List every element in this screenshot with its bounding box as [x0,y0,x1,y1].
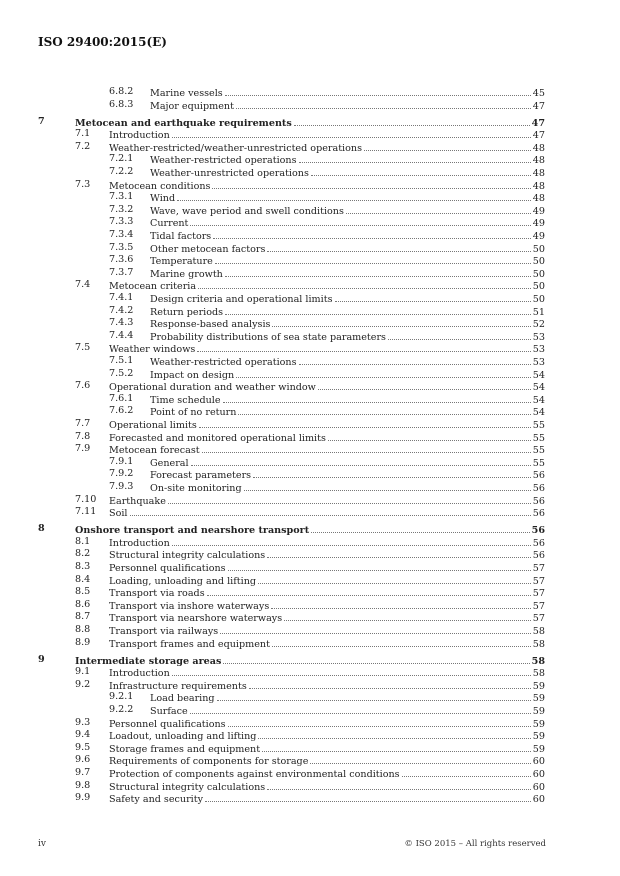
toc-entry-number: 7.6.2 [109,405,134,417]
dot-leader [249,679,531,689]
toc-entry-title[interactable]: Temperature [150,256,213,268]
toc-entry-page[interactable]: 49 [532,218,545,230]
toc-entry-page[interactable]: 45 [532,88,545,99]
toc-entry[interactable] [0,153,620,166]
toc-entry-title[interactable]: Loading, unloading and lifting [109,575,257,587]
toc-entry-title[interactable]: Earthquake [109,495,166,507]
dot-leader [238,405,530,415]
dot-leader [267,548,531,558]
toc-chapter-entry[interactable] [0,116,620,129]
toc-entry-number: 6.8.3 [109,98,134,110]
toc-entry-number: 7.5 [75,342,91,354]
toc-entry[interactable] [0,586,620,599]
dot-leader [217,691,531,701]
toc-entry[interactable] [0,481,620,494]
toc-entry-title[interactable]: Weather-restricted/weather-unrestricted operations [109,142,362,154]
toc-entry-page[interactable]: 56 [531,525,545,537]
toc-entry-number: 9.4 [75,729,91,741]
toc-entry-page[interactable]: 60 [532,781,545,793]
toc-entry-number: 9.2 [75,678,91,690]
toc-entry-number: 7.3.7 [109,266,134,278]
toc-entry[interactable] [0,780,620,793]
toc-entry-title[interactable]: Design criteria and operational limits [150,294,333,305]
toc-entry-page[interactable]: 53 [532,356,545,368]
toc-entry[interactable] [0,666,620,679]
toc-entry-number: 9.3 [75,716,91,728]
toc-entry-number: 7.10 [75,493,97,505]
toc-entry-title[interactable]: Operational limits [109,419,197,431]
dot-leader [262,742,531,752]
toc-entry[interactable] [0,679,620,692]
toc-entry-title[interactable]: Metocean and earthquake requirements [75,117,292,129]
toc-entry-title[interactable]: Structural integrity calculations [109,550,266,562]
dot-leader [172,536,531,546]
toc-entry-title[interactable]: Impact on design [150,369,235,381]
toc-entry-title[interactable]: Soil [109,508,128,520]
toc-entry-number: 7.3.3 [109,216,134,228]
toc-entry-title[interactable]: Weather windows [109,344,196,356]
dot-leader [388,330,531,340]
toc-entry-page[interactable]: 58 [532,668,545,680]
toc-entry-title[interactable]: Load bearing [150,693,215,705]
toc-entry[interactable] [0,166,620,179]
dot-leader [258,574,531,584]
toc-entry-page[interactable]: 50 [532,268,545,280]
toc-entry-title[interactable]: Response-based analysis [150,319,271,331]
toc-entry[interactable] [0,704,620,717]
toc-entry-line [109,792,545,807]
toc-entry-number: 7.3 [75,178,91,190]
toc-entry-page[interactable]: 49 [532,205,545,217]
toc-entry-page[interactable]: 59 [532,743,545,755]
toc-entry-line [109,506,545,521]
toc-entry-number: 7.3.4 [109,229,134,241]
toc-entry-page[interactable]: 57 [532,588,545,600]
toc-entry-page[interactable]: 56 [532,550,545,562]
toc-entry-title[interactable]: Surface [150,706,188,717]
toc-entry-title[interactable]: On-site monitoring [150,482,242,494]
toc-entry-page[interactable]: 54 [532,382,545,394]
toc-entry-number: 7.9 [75,443,91,455]
toc-entry-page[interactable]: 57 [532,600,545,612]
toc-entry[interactable] [0,405,620,418]
toc-entry-page[interactable]: 48 [532,155,545,167]
toc-entry[interactable] [0,729,620,742]
toc-entry[interactable] [0,468,620,481]
toc-entry[interactable] [0,611,620,624]
toc-entry-title[interactable]: Introduction [109,537,170,549]
dot-leader [177,191,531,201]
toc-entry-title[interactable]: Requirements of components for storage [109,756,309,768]
toc-entry[interactable] [0,254,620,267]
toc-entry[interactable] [0,767,620,780]
toc-entry-title[interactable]: Transport via inshore waterways [109,600,270,612]
dot-leader [220,624,531,634]
toc-entry-title[interactable]: Forecast parameters [150,470,252,482]
toc-entry[interactable] [0,141,620,154]
toc-entry-number: 9.9 [75,792,91,804]
toc-entry[interactable] [0,179,620,192]
toc-entry-page[interactable]: 52 [532,319,545,331]
toc-entry[interactable] [0,305,620,318]
toc-entry-number: 9.6 [75,754,91,766]
toc-entry-title[interactable]: Metocean criteria [109,281,197,293]
toc-entry[interactable] [0,86,620,99]
copyright-notice: © ISO 2015 – All rights reserved [404,839,546,849]
dot-leader [190,704,531,714]
toc-entry-title[interactable]: Return periods [150,306,224,318]
toc-entry-page[interactable]: 54 [532,369,545,381]
toc-entry[interactable] [0,368,620,381]
toc-entry-number: 8.9 [75,636,91,648]
toc-entry-title[interactable]: Personnel qualifications [109,562,226,574]
dot-leader [212,179,530,189]
dot-leader [311,166,531,176]
toc-entry-page[interactable]: 59 [532,680,545,692]
toc-entry-number: 7.2.2 [109,166,134,178]
toc-entry-number: 7.1 [75,128,91,140]
toc-entry-page[interactable]: 58 [532,625,545,637]
toc-entry-page[interactable]: 48 [532,168,545,180]
toc-entry[interactable] [0,494,620,507]
dot-leader [335,292,531,302]
toc-entry-page[interactable]: 53 [532,344,545,356]
toc-entry-number: 7.7 [75,417,91,429]
toc-entry[interactable] [0,242,620,255]
toc-entry-number: 7.5.2 [109,367,134,379]
toc-entry-number: 7.4.4 [109,329,134,341]
toc-entry-title[interactable]: Probability distributions of sea state parameters [150,331,386,343]
toc-entry-page[interactable]: 55 [532,432,545,444]
toc-entry-number: 7.4 [75,279,91,291]
toc-entry-page[interactable]: 55 [532,445,545,457]
dot-leader [284,611,531,621]
toc-entry-title[interactable]: Wind [150,193,176,205]
toc-entry[interactable] [0,574,620,587]
toc-entry-number: 7.5.1 [109,354,134,366]
toc-entry[interactable] [0,99,620,112]
dot-leader [172,666,531,676]
toc-entry[interactable] [0,229,620,242]
dot-leader [258,729,530,739]
toc-entry-page[interactable]: 60 [532,768,545,780]
toc-entry[interactable] [0,443,620,456]
toc-entry-line [109,637,545,652]
toc-entry-number: 7.3.6 [109,254,134,266]
toc-entry-page[interactable]: 57 [532,575,545,587]
toc-entry-number: 8.8 [75,623,91,635]
toc-entry-page[interactable]: 59 [532,731,545,743]
toc-entry-page[interactable]: 54 [532,407,545,419]
toc-entry-title[interactable]: Onshore transport and nearshore transport [75,525,310,537]
dot-leader [202,443,531,453]
toc-entry-number: 9 [38,653,45,665]
dot-leader [294,116,530,126]
toc-entry-number: 7 [38,115,45,127]
toc-entry-title[interactable]: Introduction [109,130,170,142]
toc-entry-page[interactable]: 57 [532,562,545,574]
toc-entry[interactable] [0,599,620,612]
toc-entry-title[interactable]: Safety and security [109,794,204,806]
toc-entry-title[interactable]: Transport via railways [109,625,219,637]
toc-entry-page[interactable]: 58 [531,655,545,667]
toc-entry-number: 7.6 [75,380,91,392]
toc-entry[interactable] [0,204,620,217]
dot-leader [197,342,530,352]
toc-entry-title[interactable]: Major equipment [150,100,234,112]
dot-leader [207,586,531,596]
toc-entry-number: 7.4.3 [109,317,134,329]
toc-entry-title[interactable]: Weather-unrestricted operations [150,168,309,180]
dot-leader [130,506,531,516]
dot-leader [225,267,531,277]
dot-leader [272,317,530,327]
toc-entry[interactable] [0,431,620,444]
dot-leader [191,456,531,466]
toc-entry-number: 8.2 [75,548,91,560]
dot-leader [267,242,530,252]
toc-entry[interactable] [0,717,620,730]
toc-entry-page[interactable]: 47 [531,117,545,129]
toc-entry-title[interactable]: Weather-restricted operations [150,356,297,368]
toc-entry[interactable] [0,267,620,280]
toc-entry-number: 7.6.1 [109,392,134,404]
toc-entry-page[interactable]: 59 [532,706,545,717]
toc-entry-number: 7.3.5 [109,241,134,253]
toc-entry[interactable] [0,506,620,519]
dot-leader [236,99,531,109]
dot-leader [402,767,531,777]
toc-entry-title[interactable]: Transport via roads [109,588,205,600]
toc-entry-title[interactable]: Personnel qualifications [109,718,226,730]
dot-leader [225,305,531,315]
dot-leader [172,128,531,138]
toc-entry-number: 9.7 [75,766,91,778]
toc-entry-number: 8.1 [75,535,91,547]
toc-entry-page[interactable]: 56 [532,482,545,494]
toc-entry[interactable] [0,754,620,767]
toc-entry-number: 7.3.1 [109,191,134,203]
dot-leader [215,254,531,264]
dot-leader [299,153,531,163]
toc-entry-number: 9.2.2 [109,704,134,715]
dot-leader [244,481,531,491]
toc-entry-title[interactable]: Time schedule [150,394,221,406]
toc-entry-number: 7.3.2 [109,203,134,215]
toc-entry-title[interactable]: Structural integrity calculations [109,781,266,793]
dot-leader [223,393,531,403]
toc-entry-page[interactable]: 56 [532,495,545,507]
toc-chapter-entry[interactable] [0,654,620,667]
dot-leader [311,523,529,533]
toc-entry-title[interactable]: Wave, wave period and swell conditions [150,205,344,217]
toc-entry-title[interactable]: Protection of components against environmental conditions [109,768,400,780]
toc-entry-title[interactable]: Infrastructure requirements [109,680,247,692]
toc-entry-number: 9.8 [75,779,91,791]
dot-leader [228,561,531,571]
toc-entry-number: 9.5 [75,741,91,753]
toc-entry-number: 8.4 [75,573,91,585]
toc-entry-page[interactable]: 53 [532,331,545,343]
toc-entry-title[interactable]: Storage frames and equipment [109,743,261,755]
toc-entry-page[interactable]: 57 [532,613,545,625]
toc-entry-title[interactable]: Intermediate storage areas [75,655,222,667]
dot-leader [198,279,531,289]
dot-leader [168,494,531,504]
toc-entry[interactable] [0,456,620,469]
page-number: iv [38,839,46,849]
toc-entry-number: 8 [38,523,45,535]
toc-entry-title[interactable]: General [150,457,189,469]
toc-entry-number: 7.9.3 [109,480,134,492]
toc-entry-title[interactable]: Introduction [109,668,170,680]
toc-entry-title[interactable]: Point of no return [150,407,237,419]
toc-entry-title[interactable]: Marine vessels [150,88,223,99]
dot-leader [223,654,529,664]
toc-entry-title[interactable]: Tidal factors [150,231,212,243]
toc-entry[interactable] [0,128,620,141]
toc-entry-page[interactable]: 56 [532,470,545,482]
table-of-contents [0,86,620,805]
toc-entry-number: 7.2.1 [109,153,134,165]
toc-entry[interactable] [0,191,620,204]
toc-entry-page[interactable]: 55 [532,457,545,469]
dot-leader [364,141,531,151]
dot-leader [267,780,531,790]
dot-leader [199,418,531,428]
toc-entry-page[interactable]: 58 [532,638,545,650]
toc-entry-page[interactable]: 56 [532,508,545,520]
dot-leader [346,204,531,214]
dot-leader [310,754,530,764]
dot-leader [190,216,530,226]
dot-leader [318,380,531,390]
toc-entry-title[interactable]: Forecasted and monitored operational limits [109,432,326,444]
toc-entry-page[interactable]: 49 [532,231,545,243]
toc-entry-page[interactable]: 55 [532,419,545,431]
toc-entry-number: 7.8 [75,430,91,442]
toc-entry-title[interactable]: Transport frames and equipment [109,638,270,650]
toc-entry-number: 8.7 [75,611,91,623]
toc-entry-line [150,99,545,114]
toc-entry[interactable] [0,536,620,549]
toc-entry-number: 6.8.2 [109,86,134,97]
toc-entry[interactable] [0,691,620,704]
toc-entry-number: 7.9.2 [109,468,134,480]
toc-entry[interactable] [0,548,620,561]
toc-entry[interactable] [0,279,620,292]
toc-entry[interactable] [0,292,620,305]
toc-entry-page[interactable]: 50 [532,294,545,305]
toc-entry-page[interactable]: 59 [532,693,545,705]
dot-leader [236,368,531,378]
toc-entry-number: 8.5 [75,586,91,598]
toc-entry[interactable] [0,637,620,650]
toc-entry[interactable] [0,380,620,393]
toc-entry-page[interactable]: 50 [532,243,545,255]
toc-entry-page[interactable]: 47 [532,100,545,112]
toc-entry-title[interactable]: Transport via nearshore waterways [109,613,283,625]
toc-entry[interactable] [0,418,620,431]
toc-entry-title[interactable]: Other metocean factors [150,243,266,255]
toc-entry-title[interactable]: Metocean conditions [109,180,211,192]
toc-entry-title[interactable]: Loadout, unloading and lifting [109,731,257,743]
toc-entry-page[interactable]: 59 [532,718,545,730]
toc-entry[interactable] [0,317,620,330]
toc-entry-page[interactable]: 48 [532,193,545,205]
dot-leader [272,637,531,647]
toc-entry-number: 8.6 [75,598,91,610]
toc-entry[interactable] [0,355,620,368]
toc-entry-title[interactable]: Metocean forecast [109,445,200,457]
toc-entry[interactable] [0,624,620,637]
dot-leader [228,717,531,727]
toc-entry-page[interactable]: 50 [532,256,545,268]
toc-entry-number: 7.4.2 [109,304,134,316]
toc-entry-page[interactable]: 48 [532,180,545,192]
dot-leader [271,599,531,609]
toc-entry-number: 9.1 [75,666,91,678]
dot-leader [205,792,531,802]
toc-entry[interactable] [0,792,620,805]
toc-entry-page[interactable]: 48 [532,142,545,154]
toc-entry[interactable] [0,742,620,755]
document-id-header: ISO 29400:2015(E) [38,35,167,49]
toc-entry-page[interactable]: 60 [532,794,545,806]
toc-entry[interactable] [0,216,620,229]
toc-entry-title[interactable]: Operational duration and weather window [109,382,316,394]
toc-entry-title[interactable]: Current [150,218,189,230]
toc-entry-number: 8.3 [75,560,91,572]
toc-entry-number: 7.11 [75,506,97,518]
dot-leader [213,229,531,239]
toc-entry-number: 7.9.1 [109,455,134,467]
toc-entry[interactable] [0,342,620,355]
toc-entry-page[interactable]: 47 [532,130,545,142]
toc-chapter-entry[interactable] [0,523,620,536]
toc-entry-page[interactable]: 50 [532,281,545,293]
toc-entry-title[interactable]: Weather-restricted operations [150,155,297,167]
toc-entry[interactable] [0,330,620,343]
toc-entry-number: 7.2 [75,140,91,152]
toc-entry-page[interactable]: 56 [532,537,545,549]
toc-entry-page[interactable]: 54 [532,394,545,406]
toc-entry-title[interactable]: Marine growth [150,268,223,280]
toc-entry-number: 7.4.1 [109,292,134,303]
toc-entry-page[interactable]: 60 [532,756,545,768]
toc-entry[interactable] [0,561,620,574]
dot-leader [299,355,531,365]
dot-leader [225,86,531,96]
toc-entry-page[interactable]: 51 [532,306,545,318]
toc-entry[interactable] [0,393,620,406]
dot-leader [253,468,531,478]
dot-leader [328,431,531,441]
toc-entry-number: 9.2.1 [109,691,134,703]
